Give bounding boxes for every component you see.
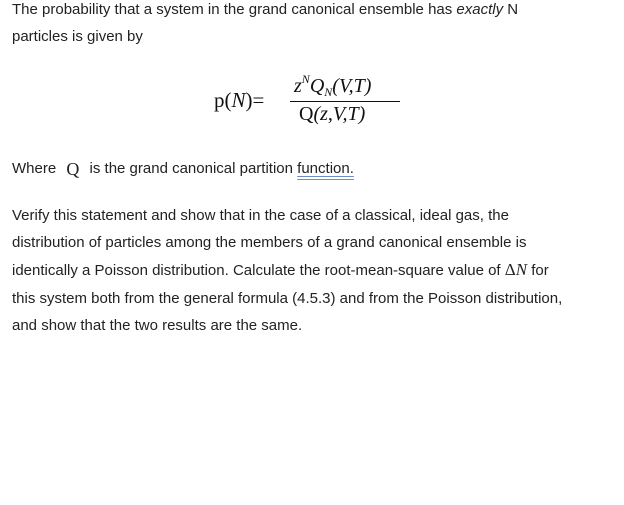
formula-lhs-close: )= xyxy=(245,88,265,112)
intro-line-2: particles is given by xyxy=(12,28,143,45)
delta-n-symbol xyxy=(505,260,527,279)
question-line-2: distribution of particles among the members of a grand canonical ensemble is xyxy=(12,234,527,251)
where-line xyxy=(12,157,354,179)
formula-denominator xyxy=(299,103,365,126)
intro-emphasis: exactly xyxy=(456,1,504,18)
where-middle: is the grand canonical partition xyxy=(89,160,298,177)
formula-num-z: z xyxy=(294,75,302,97)
where-prefix: Where xyxy=(12,160,57,177)
question-line-3-suffix: for xyxy=(527,262,549,279)
formula-numerator xyxy=(294,72,371,100)
where-symbol: Q xyxy=(66,159,80,179)
probability-formula xyxy=(214,72,414,132)
function-link[interactable]: function. xyxy=(297,160,354,177)
question-line-5: and show that the two results are the same. xyxy=(12,317,303,334)
formula-lhs-n: N xyxy=(231,88,246,112)
question-line-4: this system both from the general formula (4.5.3) and from the Poisson distribution, xyxy=(12,290,563,307)
formula-num-sub: N xyxy=(324,85,333,99)
intro-line-1-suffix: N xyxy=(503,1,519,18)
formula-lhs xyxy=(214,88,264,113)
formula-lhs-p: p( xyxy=(214,88,232,112)
formula-den-q: Q xyxy=(299,103,314,125)
formula-num-q: Q xyxy=(309,75,325,97)
formula-den-args: (z,V,T) xyxy=(313,103,366,125)
intro-line-1 xyxy=(12,0,518,20)
question-line-3-prefix: identically a Poisson distribution. Calculate the root-mean-square value of xyxy=(12,262,505,279)
formula-num-sup: N xyxy=(301,72,310,86)
intro-line-1-prefix: The probability that a system in the grand canonical ensemble has xyxy=(12,1,457,18)
formula-num-args: (V,T) xyxy=(332,75,372,97)
question-line-3 xyxy=(12,260,549,281)
delta-n: N xyxy=(515,260,528,279)
delta-symbol: Δ xyxy=(504,260,516,279)
fraction-bar xyxy=(290,101,400,102)
question-line-1: Verify this statement and show that in the case of a classical, ideal gas, the xyxy=(12,207,509,224)
